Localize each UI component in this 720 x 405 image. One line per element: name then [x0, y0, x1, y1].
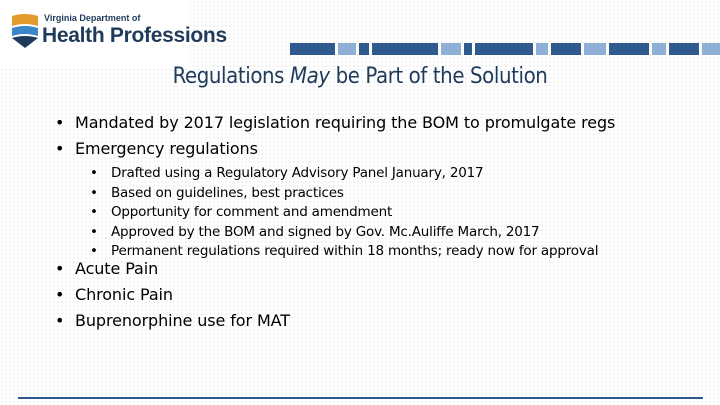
bullet-item: • Acute Pain	[55, 259, 159, 278]
bullet-item: • Mandated by 2017 legislation requiring the BOM to promulgate regs	[55, 113, 616, 132]
logo-title: Health Professions	[42, 24, 227, 47]
sub-bullet-item: • Drafted using a Regulatory Advisory Panel January, 2017	[90, 165, 484, 181]
sub-bullet-item: • Permanent regulations required within 18 months; ready now for approval	[90, 243, 599, 259]
bullet-item: • Buprenorphine use for MAT	[55, 311, 290, 330]
bullet-item: • Emergency regulations • Drafted using a Regulatory Advisory Panel January, 2017 • Based on guidelines, best practices • Opportunity for comment and amendment • Approved by the BOM and signed by Gov. Mc.Auliffe March, 2017 • Permanent regulations required within 18 months; ready now for approval	[55, 136, 615, 262]
vdhp-logo-icon	[8, 10, 42, 50]
bottom-divider	[18, 397, 703, 399]
lower-bullet-list	[55, 256, 290, 334]
sub-bullet-item: • Based on guidelines, best practices	[90, 184, 344, 201]
logo-subtitle: Virginia Department of	[44, 13, 141, 23]
logo	[0, 0, 227, 68]
sub-bullet-list	[55, 164, 615, 262]
header-bar-strip	[290, 43, 720, 55]
sub-bullet-item: • Approved by the BOM and signed by Gov. Mc.Auliffe March, 2017	[90, 223, 540, 240]
slide-title: Regulations May be Part of the Solution	[172, 64, 548, 89]
main-bullet-list	[55, 110, 615, 266]
sub-bullet-item: • Opportunity for comment and amendment	[90, 204, 393, 220]
bullet-item: • Chronic Pain	[55, 285, 173, 304]
